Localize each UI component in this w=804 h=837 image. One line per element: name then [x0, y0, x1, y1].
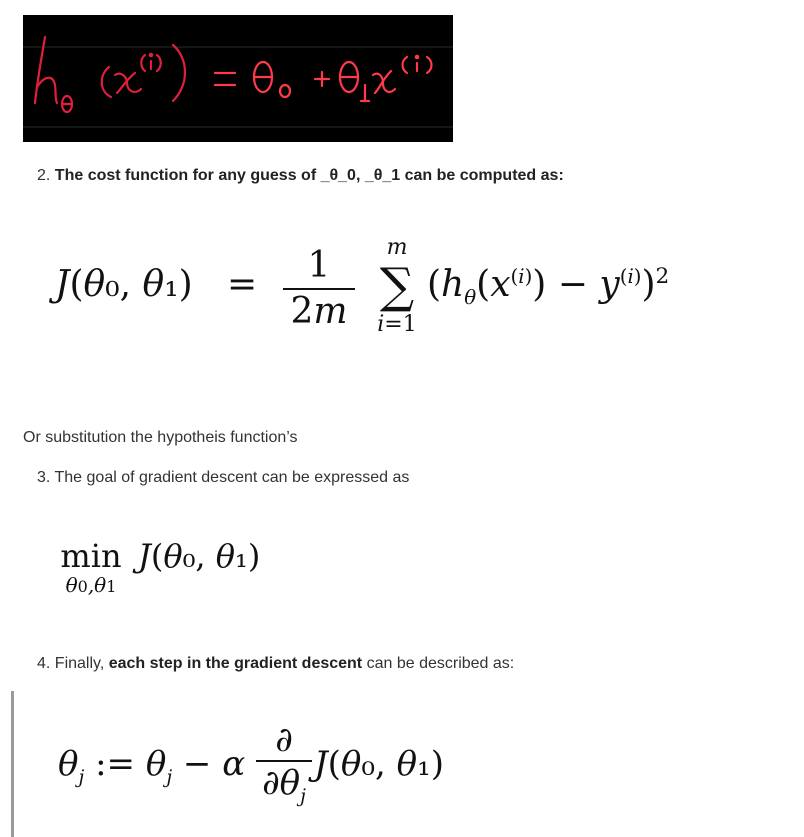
step-2-text [37, 166, 564, 186]
cost-function-formula [55, 236, 755, 366]
handwritten-hypothesis-image [23, 15, 453, 142]
handwritten-hypothesis-drawing [23, 15, 453, 142]
gradient-descent-update-formula [58, 722, 478, 812]
summation-body: $(h_\theta(x^{(i)}) - y^{(i)})^2$ [427, 264, 670, 310]
step-3-text: 3. The goal of gradient descent can be expressed as [37, 469, 410, 486]
min-subscript: θ0,θ1 [65, 573, 117, 597]
partial-denominator: $\partial\theta_j$ [262, 763, 306, 807]
partial-numerator: ∂ [275, 720, 293, 760]
step-2-number: 2. [37, 167, 51, 184]
update-rhs: J(θ₀, θ₁) [314, 744, 445, 784]
summation [367, 236, 427, 338]
step-4-prefix: 4. Finally, [37, 655, 109, 672]
summation-upper-bound: m [386, 235, 408, 260]
fraction-one-over-2m [283, 246, 355, 332]
substitution-note: Or substitution the hypotheis function’s [23, 429, 298, 446]
step-2-bold-text: The cost function for any guess of _θ_0, _θ_1 can be computed as: [54, 167, 564, 184]
fraction-bar [283, 288, 355, 290]
summation-symbol: ∑ [379, 258, 415, 314]
cost-lhs: J(θ₀, θ₁) [55, 264, 193, 305]
step-4-text [37, 654, 514, 674]
goal-expression: J(θ₀, θ₁) [138, 537, 261, 575]
summation-lower-bound: i=1 [377, 312, 417, 337]
fraction-bar [256, 760, 312, 762]
step-4-bold-text: each step in the gradient descent [108, 655, 363, 672]
partial-derivative-fraction [256, 722, 312, 816]
fraction-numerator: 1 [307, 245, 331, 286]
fraction-denominator: 2m [290, 291, 348, 332]
min-operator [60, 538, 122, 598]
blockquote-bar [11, 691, 14, 837]
min-label: min [60, 537, 122, 575]
update-lhs: $\theta_j$ := $\theta_j - \alpha$ [58, 744, 246, 788]
step-4-suffix: can be described as: [362, 655, 515, 672]
equals-sign: = [227, 264, 258, 305]
gradient-descent-goal-formula [60, 538, 380, 608]
